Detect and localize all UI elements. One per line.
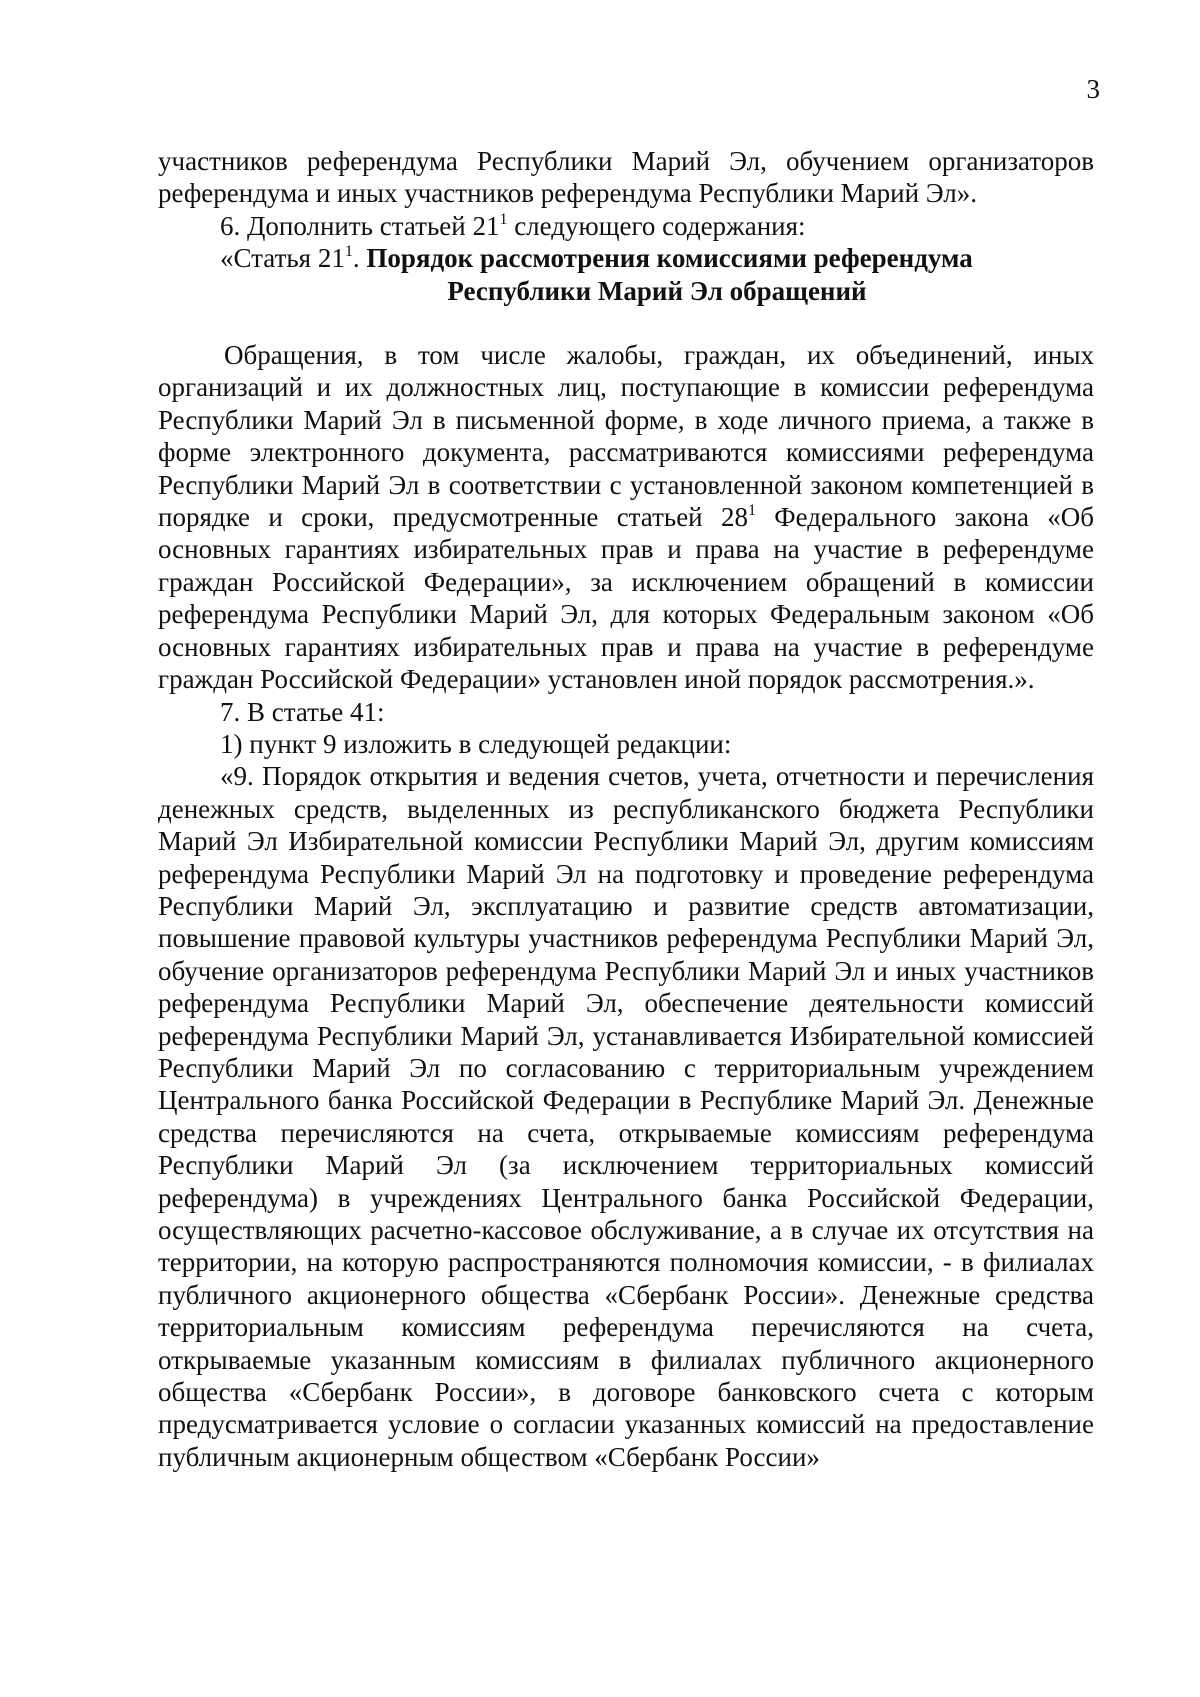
- article-title-superscript: 1: [344, 243, 353, 261]
- item-6-superscript: 1: [499, 210, 508, 228]
- paragraph-point-9: «9. Порядок открытия и ведения счетов, учета, отчетности и перечисления денежных средств, выделенных из республиканского бюджета Республики Марий Эл Избирательной комиссии Республики Марий Эл, другим комиссиям референдума Республики Марий Эл на подготовку и проведение референдума Республики Марий Эл, эксплуатацию и развитие средств автоматизации, повышение правовой культуры участников референдума Республики Марий Эл, обучение организаторов референдума Республики Марий Эл и иных участников референдума Республики Марий Эл, обеспечение деятельности комиссий референдума Республики Марий Эл, устанавливается Избирательной комиссией Республики Марий Эл по согласованию с территориальным учреждением Центрального банка Российской Федерации в Республике Марий Эл. Денежные средства перечисляются на счета, открываемые комиссиям референдума Республики Марий Эл (за исключением территориальных комиссий референдума) в учреждениях Центрального банка Российской Федерации, осуществляющих расчетно-кассовое обслуживание, а в случае их отсутствия на территории, на которую распространяются полномочия комиссии, - в филиалах публичного акционерного общества «Сбербанк России». Денежные средства территориальным комиссиям референдума перечисляются на счета, открываемые указанным комиссиям в филиалах публичного акционерного общества «Сбербанк России», в договоре банковского счета с которым предусматривается условие о согласии указанных комиссий на предоставление публичным акционерным обществом «Сбербанк России»: [158, 761, 1094, 1472]
- article-title-dot: .: [352, 243, 367, 274]
- article-title-bold-1: Порядок рассмотрения комиссиями референдума: [366, 243, 973, 274]
- appeals-text-a: Обращения, в том числе жалобы, граждан, их объединений, иных организаций и их должностных лиц, поступающие в комиссии референдума Республики Марий Эл в письменной форме, в ходе личного приема, а также в форме электронного документа, рассматриваются комиссиями референдума Республики Марий Эл в соответствии с установленной законом компетенцией в порядке и сроки, предусмотренные статьей 28: [158, 340, 1094, 533]
- blank-line: [158, 307, 1094, 339]
- article-title-prefix: «Статья 21: [220, 243, 345, 274]
- paragraph-subitem-1: 1) пункт 9 изложить в следующей редакции:: [220, 728, 732, 759]
- article-title-bold-2: Республики Марий Эл обращений: [447, 275, 867, 306]
- appeals-text-b: Федерального закона «Об основных гарантиях избирательных прав и права на участие в референдуме граждан Российской Федерации», за исключением обращений в комиссии референдума Республики Марий Эл, для которых Федеральным законом «Об основных гарантиях избирательных прав и права на участие в референдуме граждан Российской Федерации» установлен иной порядок рассмотрения.».: [158, 502, 1094, 695]
- document-body: [158, 145, 1094, 1473]
- paragraph-item-7: 7. В статье 41:: [220, 696, 385, 727]
- appeals-superscript: 1: [747, 502, 756, 520]
- item-6-text-a: 6. Дополнить статьей 21: [220, 210, 500, 241]
- article-title: [158, 242, 1094, 274]
- paragraph-item-6: [158, 210, 1094, 242]
- page-number: 3: [1086, 74, 1100, 104]
- paragraph-appeals: [158, 339, 1094, 695]
- paragraph-continuation: участников референдума Республики Марий Эл, обучением организаторов референдума и иных участников референдума Республики Марий Эл».: [158, 146, 1094, 209]
- item-6-text-b: следующего содержания:: [507, 210, 806, 241]
